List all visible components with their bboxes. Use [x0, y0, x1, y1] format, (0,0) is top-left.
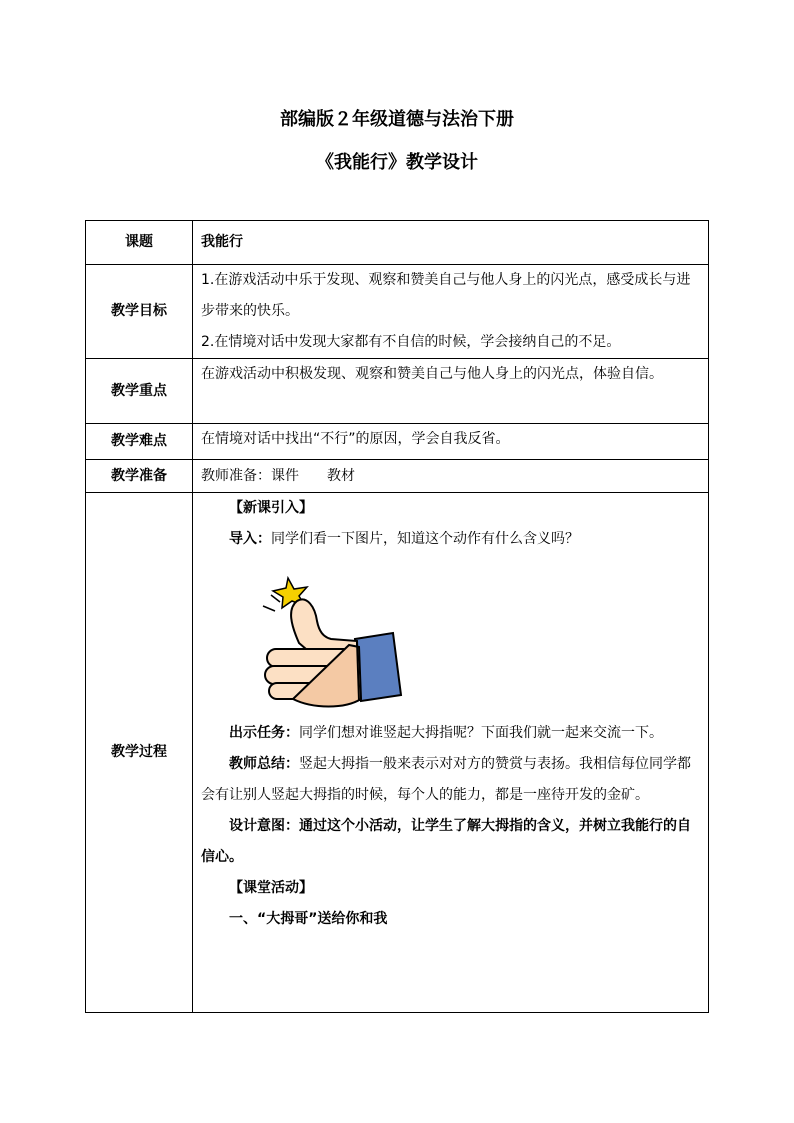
row-label-goals: 教学目标 — [86, 265, 193, 359]
task-text: 同学们想对谁竖起大拇指呢？下面我们就一起来交流一下。 — [299, 725, 663, 741]
thumbs-up-image — [253, 573, 403, 718]
section-heading-intro: 【新课引入】 — [229, 500, 313, 516]
summary-text: 竖起大拇指一般来表示对对方的赞赏与表扬。我相信每位同学都会有让别人竖起大拇指的时候，每个人的能力，都是一座待开发的金矿。 — [201, 756, 691, 803]
summary-label: 教师总结： — [229, 756, 299, 772]
difficulties-value: 在情境对话中找出“不行”的原因，学会自我反省。 — [193, 424, 709, 460]
goals-cell — [193, 265, 709, 359]
intro-paragraph — [201, 524, 702, 555]
document-title: 部编版２年级道德与法治下册 — [280, 109, 514, 130]
key-points-value: 在游戏活动中积极发现、观察和赞美自己与他人身上的闪光点，体验自信。 — [193, 359, 709, 424]
summary-paragraph — [201, 749, 702, 811]
table-row-goals — [86, 265, 709, 359]
goal-item-1: 1.在游戏活动中乐于发现、观察和赞美自己与他人身上的闪光点，感受成长与进步带来的快乐。 — [201, 272, 691, 319]
table-row-preparation — [86, 460, 709, 493]
table-row-process — [86, 493, 709, 1013]
task-paragraph — [201, 718, 702, 749]
document-subtitle: 《我能行》教学设计 — [316, 152, 478, 173]
topic-value: 我能行 — [193, 221, 709, 265]
sleeve — [355, 633, 401, 701]
section-heading-activity: 【课堂活动】 — [229, 880, 313, 896]
lesson-plan-table — [85, 220, 709, 1013]
activity-1-heading: 一、“大拇哥”送给你和我 — [229, 911, 388, 927]
process-cell — [193, 493, 709, 1013]
table-row-key-points — [86, 359, 709, 424]
row-label-difficulties: 教学难点 — [86, 424, 193, 460]
row-label-key-points: 教学重点 — [86, 359, 193, 424]
row-label-preparation: 教学准备 — [86, 460, 193, 493]
goal-item-2: 2.在情境对话中发现大家都有不自信的时候，学会接纳自己的不足。 — [201, 334, 621, 350]
preparation-value: 教师准备：课件 教材 — [193, 460, 709, 493]
intro-text: 同学们看一下图片，知道这个动作有什么含义吗？ — [271, 531, 579, 547]
design-label: 设计意图： — [229, 818, 299, 834]
row-label-topic: 课题 — [86, 221, 193, 265]
table-row-topic — [86, 221, 709, 265]
row-label-process: 教学过程 — [86, 493, 193, 1013]
task-label: 出示任务： — [229, 725, 299, 741]
design-paragraph — [201, 811, 702, 873]
design-text: 通过这个小活动，让学生了解大拇指的含义，并树立我能行的自信心。 — [201, 818, 691, 865]
intro-label: 导入： — [229, 531, 271, 547]
table-row-difficulties — [86, 424, 709, 460]
